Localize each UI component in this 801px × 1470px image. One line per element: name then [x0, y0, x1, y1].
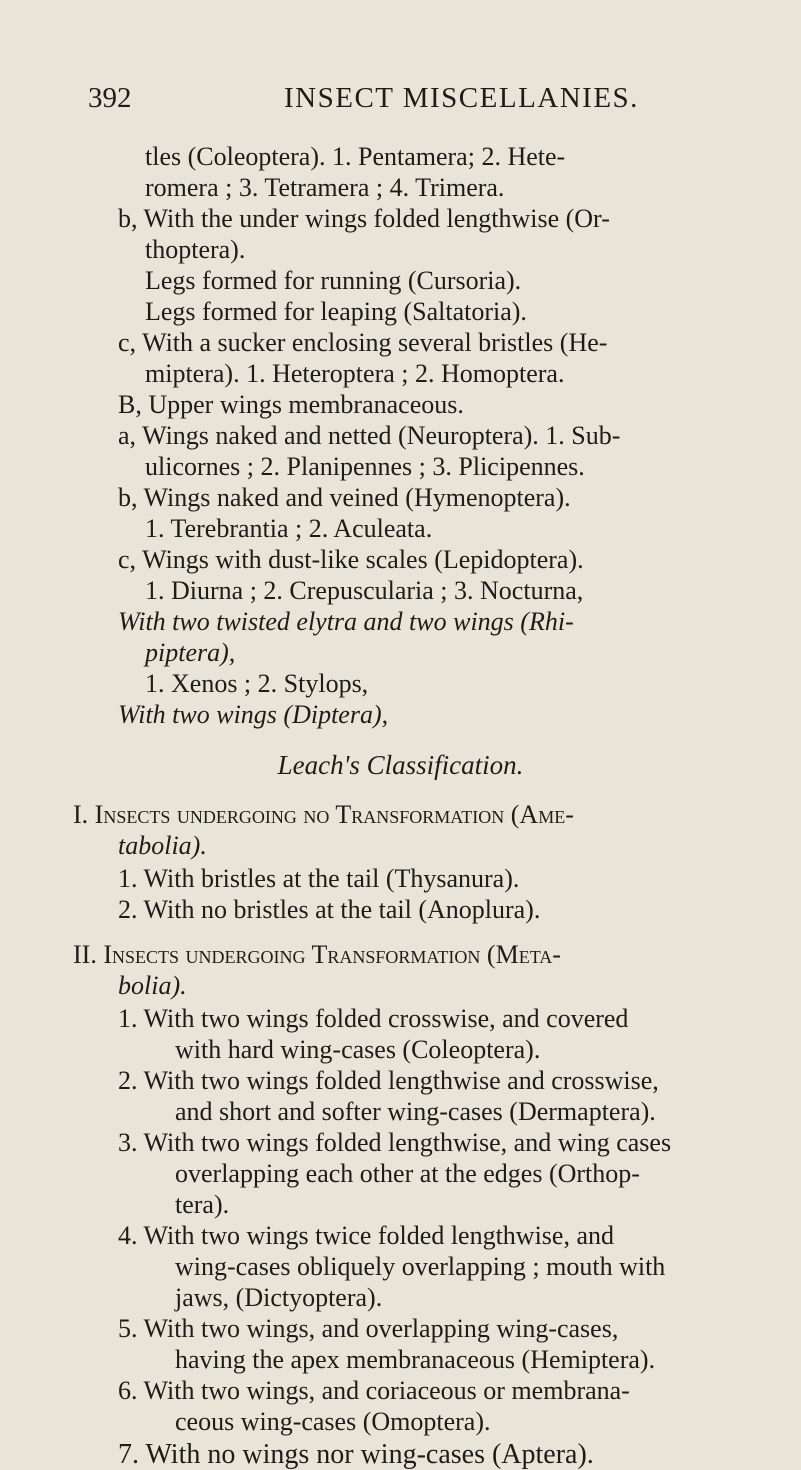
text-line: with hard wing-cases (Coleoptera).	[175, 1035, 541, 1064]
text-line: tabolia).	[118, 831, 207, 860]
text-line: wing-cases obliquely overlapping ; mouth with	[175, 1252, 666, 1281]
section-heading: Leach's Classification.	[277, 750, 524, 780]
text-line: 1. With bristles at the tail (Thysanura).	[118, 864, 520, 893]
text-line: miptera). 1. Heteroptera ; 2. Homoptera.	[145, 359, 565, 388]
text-line: Legs formed for leaping (Saltatoria).	[145, 297, 527, 326]
text-line: tera).	[175, 1190, 230, 1219]
text-line: bolia).	[118, 971, 187, 1000]
text-line: With two wings (Diptera),	[118, 700, 389, 729]
text-line: 3. With two wings folded lengthwise, and wing cases	[118, 1128, 672, 1157]
text-line: overlapping each other at the edges (Orthop-	[175, 1159, 640, 1188]
text-line: 1. With two wings folded crosswise, and covered	[118, 1004, 629, 1033]
text-line: ceous wing-cases (Omoptera).	[175, 1407, 491, 1436]
text-line: romera ; 3. Tetramera ; 4. Trimera.	[145, 173, 505, 202]
text-line: piptera),	[145, 638, 236, 667]
text-line: jaws, (Dictyoptera).	[175, 1283, 383, 1312]
text-line: With two twisted elytra and two wings (Rhi-	[118, 607, 574, 636]
text-line: 2. With no bristles at the tail (Anoplura).	[118, 895, 541, 924]
text-line: ulicornes ; 2. Planipennes ; 3. Plicipennes.	[145, 452, 585, 481]
text-line: c, Wings with dust-like scales (Lepidoptera).	[118, 545, 584, 574]
page-header	[88, 82, 688, 122]
text-line: 7. With no wings nor wing-cases (Aptera).	[118, 1439, 594, 1470]
text-line: thoptera).	[145, 235, 246, 264]
text-line: 2. With two wings folded lengthwise and crosswise,	[118, 1066, 659, 1095]
running-title: INSECT MISCELLANIES.	[284, 82, 639, 114]
text-line: 6. With two wings, and coriaceous or membrana-	[118, 1376, 630, 1405]
text-line: c, With a sucker enclosing several bristles (He-	[118, 328, 608, 357]
text-line: 5. With two wings, and overlapping wing-cases,	[118, 1314, 619, 1343]
text-line: having the apex membranaceous (Hemiptera).	[175, 1345, 656, 1374]
text-line: 1. Xenos ; 2. Stylops,	[145, 669, 369, 698]
text-line: 1. Diurna ; 2. Crepuscularia ; 3. Nocturna,	[145, 576, 584, 605]
text-line: tles (Coleoptera). 1. Pentamera; 2. Hete-	[145, 142, 566, 171]
text-line: a, Wings naked and netted (Neuroptera). 1. Sub-	[118, 421, 621, 450]
text-line: b, With the under wings folded lengthwise (Or-	[118, 204, 610, 233]
text-line: Legs formed for running (Cursoria).	[145, 266, 522, 295]
text-line: B, Upper wings membranaceous.	[118, 390, 464, 419]
text-line: 1. Terebrantia ; 2. Aculeata.	[145, 514, 433, 543]
text-line: b, Wings naked and veined (Hymenoptera).	[118, 483, 571, 512]
text-line: and short and softer wing-cases (Dermaptera).	[175, 1097, 656, 1126]
section-title: I. Insects undergoing no Transformation (Ame-	[73, 800, 574, 829]
section-title: II. Insects undergoing Transformation (Meta-	[73, 940, 561, 969]
page-number: 392	[88, 82, 132, 114]
text-line: 4. With two wings twice folded lengthwise, and	[118, 1221, 615, 1250]
